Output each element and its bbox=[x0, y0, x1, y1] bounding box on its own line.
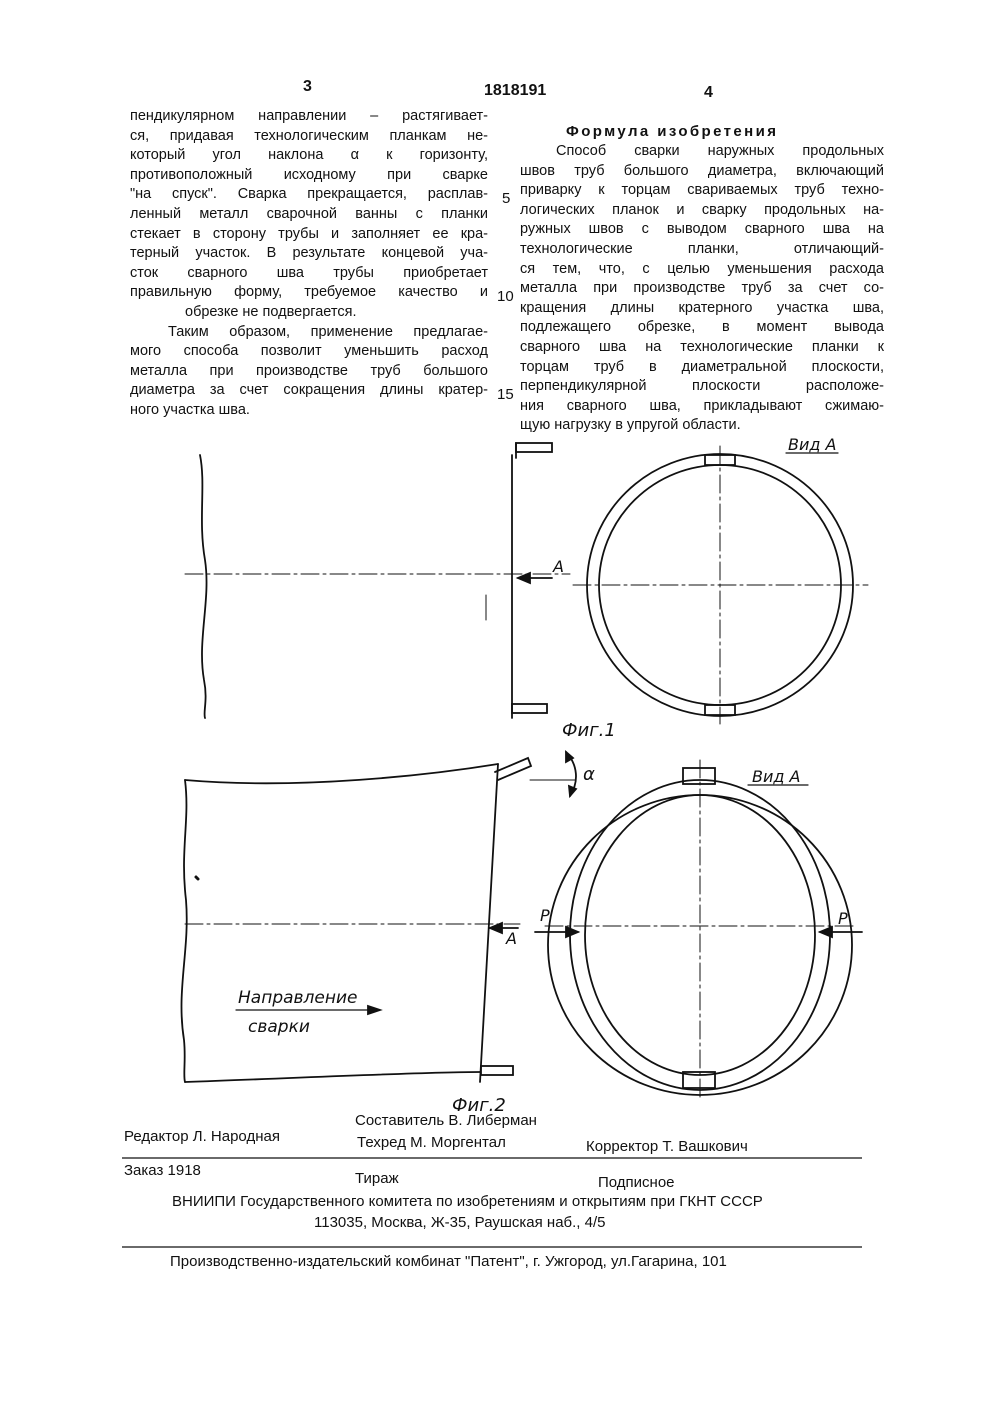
angle-label: α bbox=[583, 764, 595, 785]
text-line: швов труб большого диаметра, включающий bbox=[520, 162, 884, 179]
footer-print-run: Тираж bbox=[355, 1170, 399, 1187]
text-line: который угол наклона α к горизонту, bbox=[130, 147, 488, 164]
text-line: ся тем, что, с целью уменьшения расхода bbox=[520, 260, 884, 277]
view-label-2: Вид А bbox=[752, 767, 801, 786]
direction-text-line2: сварки bbox=[248, 1017, 310, 1037]
fig1-caption: Фиг.1 bbox=[562, 720, 616, 741]
text-line: сварного шва на технологические планки к bbox=[520, 338, 884, 355]
direction-text-line1: Направление bbox=[238, 988, 358, 1008]
footer-publisher: Производственно-издательский комбинат "Патент", г. Ужгород, ул.Гагарина, 101 bbox=[170, 1253, 727, 1270]
fig2-caption: Фиг.2 bbox=[452, 1095, 506, 1116]
fig1-circle-view bbox=[573, 446, 868, 724]
text-line: подлежащего обрезке, в момент вывода bbox=[520, 319, 884, 336]
text-line: металла при производстве труб за счет со- bbox=[520, 280, 884, 297]
text-line: щую нагрузку в упругой области. bbox=[520, 417, 741, 434]
footer-editor: Редактор Л. Народная bbox=[124, 1128, 280, 1145]
force-label-left: P bbox=[540, 906, 550, 925]
left-page-number: 3 bbox=[303, 78, 312, 95]
text-line: правильную форму, требуемое качество и bbox=[130, 284, 488, 301]
text-line: противоположный исходному при сварке bbox=[130, 166, 488, 183]
angle-arc bbox=[530, 752, 576, 796]
text-line: ленный металл сварочной ванны с планки bbox=[130, 205, 488, 222]
fig1-pipe bbox=[200, 443, 552, 718]
text-line: приварку к торцам свариваемых труб техно- bbox=[520, 182, 884, 199]
text-line: торцам труб в диаметральной плоскости, bbox=[520, 358, 884, 375]
fig2-oval-view bbox=[545, 760, 856, 1100]
text-line: пендикулярном направлении – растягивает- bbox=[130, 108, 488, 124]
patent-number: 1818191 bbox=[484, 82, 547, 99]
text-line: Способ сварки наружных продольных bbox=[556, 143, 884, 159]
text-line: стекает в сторону трубы и заполняет ее кра- bbox=[130, 225, 488, 242]
text-line: логических планок и сварку продольных на- bbox=[520, 201, 884, 218]
footer-corrector: Корректор Т. Вашкович bbox=[586, 1138, 748, 1155]
line-number: 15 bbox=[497, 386, 514, 403]
text-line: "на спуск". Сварка прекращается, расплав- bbox=[130, 186, 488, 203]
footer-institute: ВНИИПИ Государственного комитета по изобретениям и открытиям при ГКНТ СССР bbox=[172, 1193, 763, 1210]
text-line: Таким образом, применение предлагае- bbox=[168, 323, 488, 340]
text-line: мого способа позволит уменьшить расход bbox=[130, 343, 488, 360]
text-line: диаметра за счет сокращения длины кратер- bbox=[130, 382, 488, 399]
text-line: кращения длины кратерного участка шва, bbox=[520, 299, 884, 316]
footer-order: Заказ 1918 bbox=[124, 1162, 201, 1179]
text-line: сток сварного шва трубы приобретает bbox=[130, 264, 488, 281]
text-line: перпендикулярной плоскости расположе- bbox=[520, 378, 884, 395]
force-arrow-right bbox=[820, 927, 862, 937]
footer-address: 113035, Москва, Ж-35, Раушская наб., 4/5 bbox=[314, 1214, 606, 1231]
right-page-number: 4 bbox=[704, 84, 713, 101]
line-number: 10 bbox=[497, 288, 514, 305]
arrow-label-a1: A bbox=[553, 557, 564, 576]
fig2-pipe bbox=[181, 758, 531, 1082]
force-arrow-left bbox=[535, 927, 578, 937]
footer-techred: Техред М. Моргентал bbox=[357, 1134, 506, 1151]
text-line: ного участка шва. bbox=[130, 401, 250, 418]
text-line: ружных швов с выводом сварного шва на bbox=[520, 221, 884, 238]
force-label-right: P bbox=[838, 909, 848, 928]
text-line: терный участок. В результате концевой уча- bbox=[130, 245, 488, 262]
text-line: металла при производстве труб большого bbox=[130, 362, 488, 379]
text-line: ся, придавая технологическим планкам не- bbox=[130, 127, 488, 144]
view-label-1: Вид А bbox=[788, 435, 837, 454]
text-line: технологические планки, отличающий- bbox=[520, 240, 884, 257]
footer-compiler: Составитель В. Либерман bbox=[355, 1112, 537, 1129]
text-line: обрезке не подвергается. bbox=[185, 303, 357, 320]
line-number: 5 bbox=[502, 190, 511, 207]
claims-heading: Формула изобретения bbox=[566, 123, 779, 140]
arrow-label-a2: A bbox=[506, 929, 517, 948]
text-line: ния сварного шва, прикладывают сжимаю- bbox=[520, 397, 884, 414]
footer-subscription: Подписное bbox=[598, 1174, 675, 1191]
